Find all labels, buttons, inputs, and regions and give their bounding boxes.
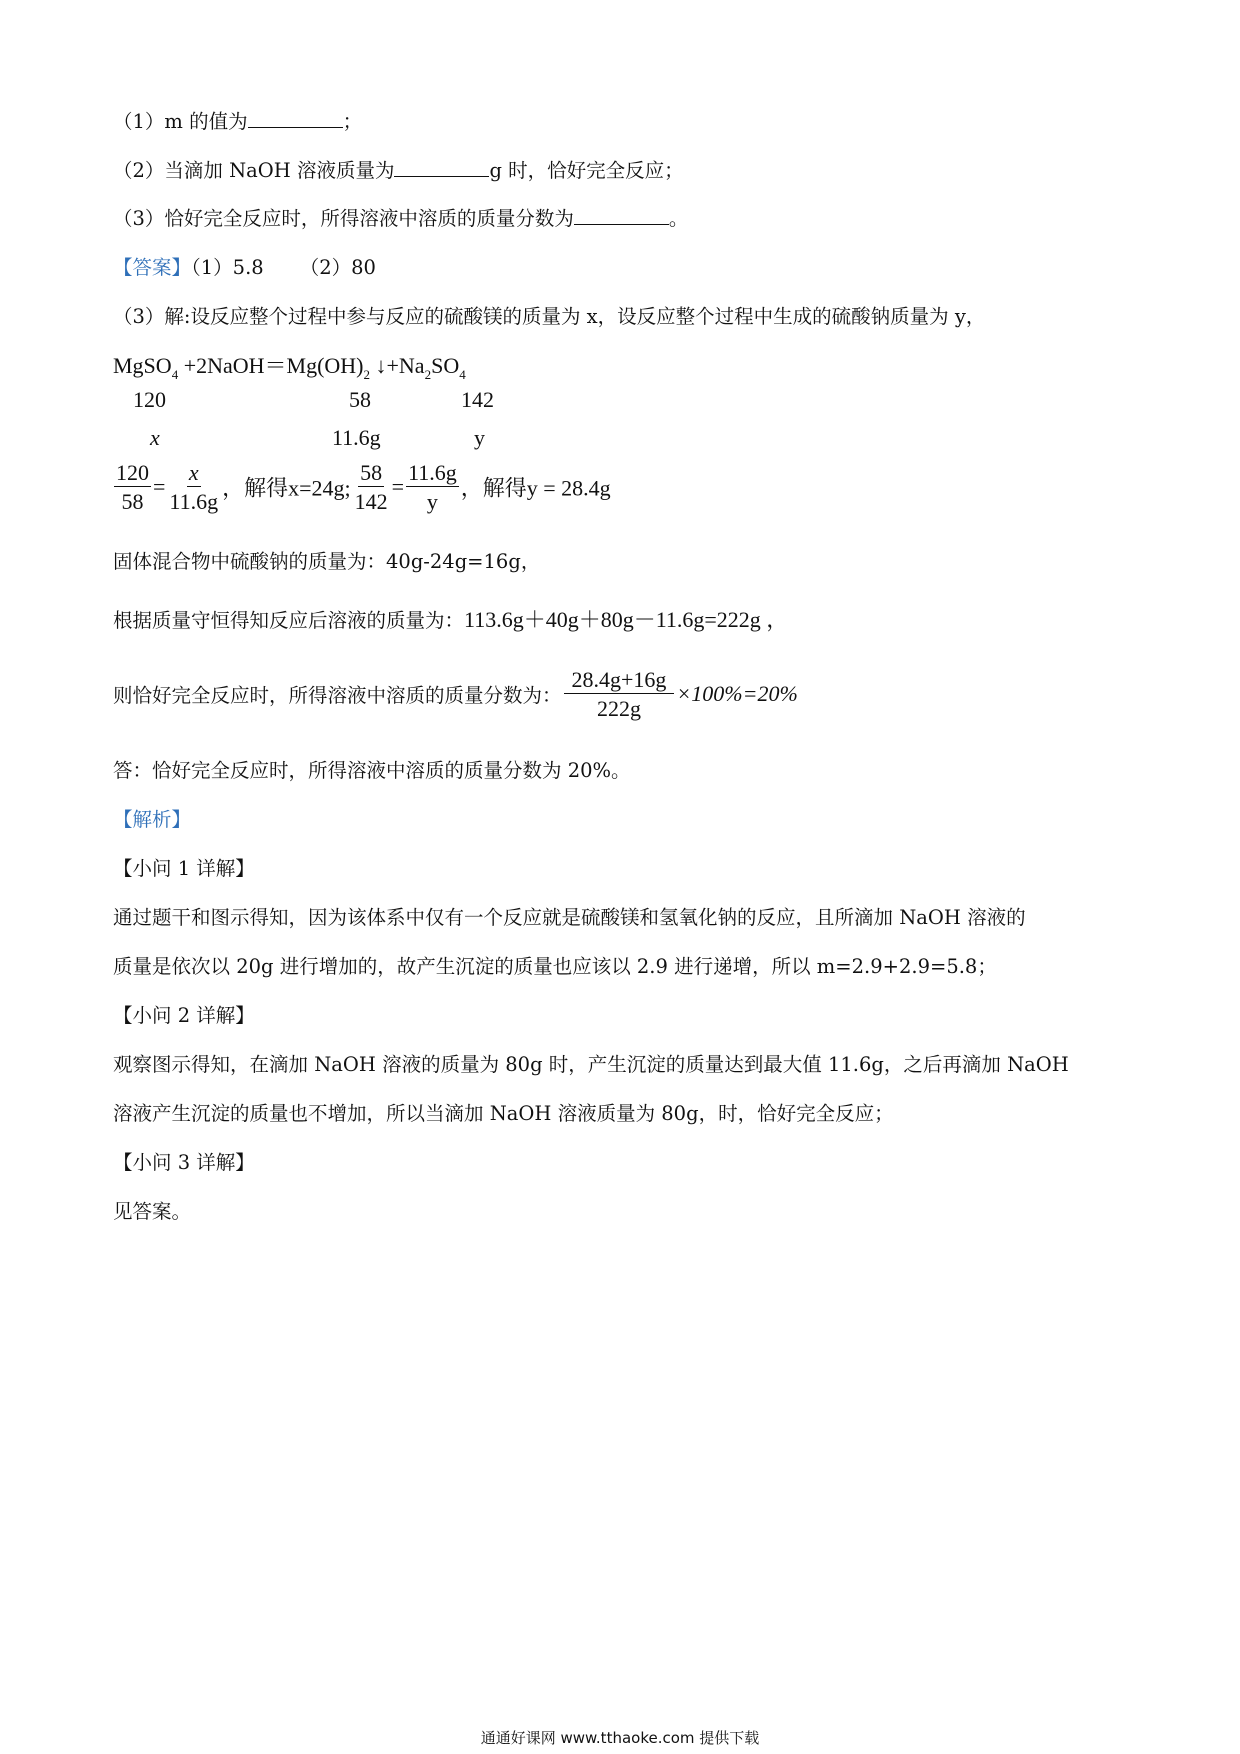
subquestion-3-line-1: 见答案。: [113, 1200, 192, 1223]
solid-mass-line: 固体混合物中硫酸钠的质量为：40g-24g=16g，: [113, 550, 541, 573]
fraction-58-142: $\frac{58}{142}$: [354, 460, 388, 515]
subquestion-2-line-1: 观察图示得知，在滴加 NaOH 溶液的质量为 80g 时，产生沉淀的质量达到最大值 11.6g，之后再滴加 NaOH: [113, 1053, 1069, 1076]
solution-mass-line: 根据质量守恒得知反应后溶液的质量为：113.6g＋40g＋80g－11.6g=222g ，: [113, 607, 789, 632]
subquestion-3-heading: 【小问 3 详解】: [113, 1151, 255, 1174]
subquestion-1-line-2: 质量是依次以 20g 进行增加的，故产生沉淀的质量也应该以 2.9 进行递增，所以 m=2.9+2.9=5.8；: [113, 955, 997, 978]
subquestion-2-heading: 【小问 2 详解】: [113, 1004, 255, 1027]
fraction-x-11-6g: $\frac{x}{11.6g}$: [169, 460, 219, 515]
proportion-line: $\frac{120}{58}$ = $\frac{x}{11.6g}$ ，解得x=24g; $\frac{58}{142}$ = $\frac{11.6g}{y}$ ，解得y = 28.4g: [116, 460, 611, 515]
fraction-120-58: $\frac{120}{58}$: [116, 460, 149, 515]
page-footer: 通通好课网 www.tthaoke.com 提供下载: [480, 1729, 760, 1747]
subquestion-1-heading: 【小问 1 详解】: [113, 857, 255, 880]
question-3: （3）恰好完全反应时，所得溶液中溶质的质量分数为 。: [113, 203, 688, 231]
subquestion-1-line-1: 通过题干和图示得知，因为该体系中仅有一个反应就是硫酸镁和氢氧化钠的反应，且所滴加 NaOH 溶液的: [113, 906, 1026, 929]
answer-blank-1: [248, 107, 343, 128]
answer-blank-2: [394, 156, 489, 177]
chemical-equation: MgSO$_4$ $+2NaOH=Mg(OH)_2$ $↓+Na_2SO_4$: [113, 353, 466, 382]
question-2: （2）当滴加 NaOH 溶液质量为 g 时，恰好完全反应；: [113, 155, 684, 183]
question-1: （1）m 的值为 ；: [113, 106, 362, 134]
mass-fraction: $\frac{28.4g+16g}{222g}$: [564, 668, 675, 720]
final-answer: 答：恰好完全反应时，所得溶液中溶质的质量分数为 20%。: [113, 759, 631, 782]
analysis-header: 【解析】: [113, 808, 192, 831]
answer-blank-3: [574, 204, 669, 225]
fraction-11-6g-y: $\frac{11.6g}{y}$: [408, 460, 457, 515]
answer-3-intro: （3）解:设反应整个过程中参与反应的硫酸镁的质量为 x，设反应整个过程中生成的硫酸钠质量为 y，: [113, 305, 986, 328]
subquestion-2-line-2: 溶液产生沉淀的质量也不增加，所以当滴加 NaOH 溶液质量为 80g，时，恰好完全反应；: [113, 1102, 894, 1125]
answer-label: 【答案】: [113, 256, 192, 279]
mass-fraction-line: 则恰好完全反应时，所得溶液中溶质的质量分数为： $\frac{28.4g+16g}{222g}$ ×100%=20%: [113, 667, 798, 722]
answer-header: 【答案】（1）5.8 （2）80: [113, 256, 376, 279]
